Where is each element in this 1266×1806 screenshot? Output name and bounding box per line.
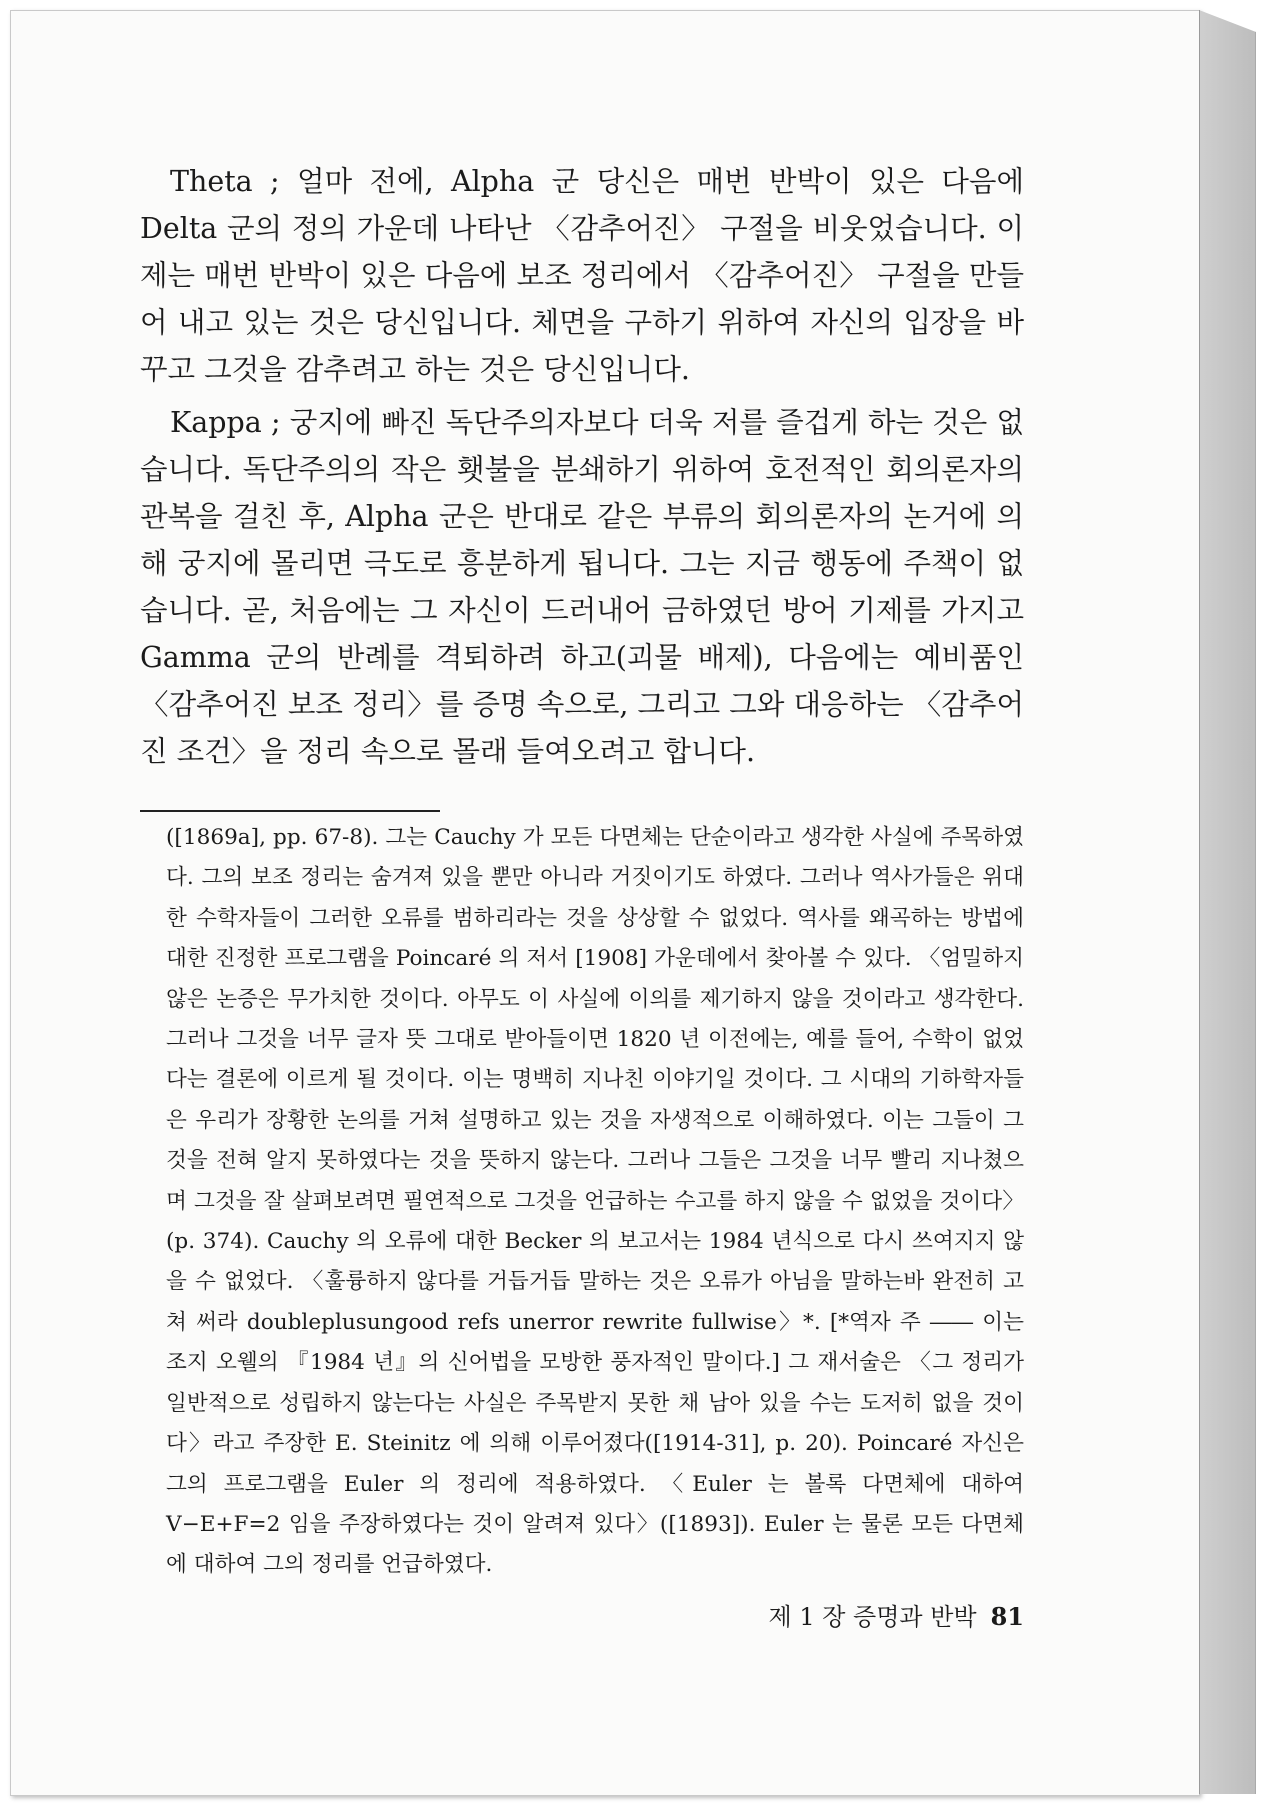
footnote (166, 818, 1024, 1586)
book-edge (1199, 10, 1256, 1794)
running-footer (700, 1597, 1024, 1632)
footnote-text: ([1869a], pp. 67-8). 그는 Cauchy 가 모든 다면체는 단순이라고 생각한 사실에 주목하였다. 그의 보조 정리는 숨겨져 있을 뿐만 아니라 거짓이기도 하였다. 그러나 역사가들은 위대한 수학자들이 그러한 오류를 범하리라는 것을 상상할 수 없었다. 역사를 왜곡하는 방법에 대한 진정한 프로그램을 Poincaré 의 저서 [1908] 가운데에서 찾아볼 수 있다. 〈엄밀하지 않은 논증은 무가치한 것이다. 아무도 이 사실에 이의를 제기하지 않을 것이라고 생각한다. 그러나 그것을 너무 글자 뜻 그대로 받아들이면 1820 년 이전에는, 예를 들어, 수학이 없었다는 결론에 이르게 될 것이다. 이는 명백히 지나친 이야기일 것이다. 그 시대의 기하학자들은 우리가 장황한 논의를 거쳐 설명하고 있는 것을 자생적으로 이해하였다. 이는 그들이 그것을 전혀 알지 못하였다는 것을 뜻하지 않는다. 그러나 그들은 그것을 너무 빨리 지나쳤으며 그것을 잘 살펴보려면 필연적으로 그것을 언급하는 수고를 하지 않을 수 없었을 것이다〉(p. 374). Cauchy 의 오류에 대한 Becker 의 보고서는 1984 년식으로 다시 쓰여지지 않을 수 없었다. 〈훌륭하지 않다를 거듭거듭 말하는 것은 오류가 아님을 말하는바 완전히 고쳐 써라 doubleplusungood refs unerror rewrite fullwise〉*. [*역자 주 ―― 이는 조지 오웰의 『1984 년』의 신어법을 모방한 풍자적인 말이다.] 그 재서술은 〈그 정리가 일반적으로 성립하지 않는다는 사실은 주목받지 못한 채 남아 있을 수는 도저히 없을 것이다〉라고 주장한 E. Steinitz 에 의해 이루어졌다([1914-31], p. 20). Poincaré 자신은 그의 프로그램을 Euler 의 정리에 적용하였다. 〈Euler 는 볼록 다면체에 대하여 V−E+F=2 임을 주장하였다는 것이 알려져 있다〉([1893]). Euler 는 물론 모든 다면체에 대하여 그의 정리를 언급하였다. (166, 825, 1024, 1578)
page-number: 81 (990, 1602, 1024, 1631)
book-edge-line (1199, 10, 1200, 1794)
main-text (140, 158, 1024, 775)
paragraph-theta: Theta ; 얼마 전에, Alpha 군 당신은 매번 반박이 있은 다음에 Delta 군의 정의 가운데 나타난 〈감추어진〉 구절을 비웃었습니다. 이제는 매번 반박이 있은 다음에 보조 정리에서 〈감추어진〉 구절을 만들어 내고 있는 것은 당신입니다. 체면을 구하기 위하여 자신의 입장을 바꾸고 그것을 감추려고 하는 것은 당신입니다. (140, 165, 1024, 386)
paragraph-kappa: Kappa ; 궁지에 빠진 독단주의자보다 더욱 저를 즐겁게 하는 것은 없습니다. 독단주의의 작은 횃불을 분쇄하기 위하여 호전적인 회의론자의 관복을 걸친 후, Alpha 군은 반대로 같은 부류의 회의론자의 논거에 의해 궁지에 몰리면 극도로 흥분하게 됩니다. 그는 지금 행동에 주책이 없습니다. 곧, 처음에는 그 자신이 드러내어 금하였던 방어 기제를 가지고 Gamma 군의 반례를 격퇴하려 하고(괴물 배제), 다음에는 예비품인 〈감추어진 보조 정리〉를 증명 속으로, 그리고 그와 대응하는 〈감추어진 조건〉을 정리 속으로 몰래 들여오려고 합니다. (140, 406, 1024, 768)
footnote-rule (140, 810, 440, 812)
chapter-title: 제 1 장 증명과 반박 (768, 1603, 977, 1631)
